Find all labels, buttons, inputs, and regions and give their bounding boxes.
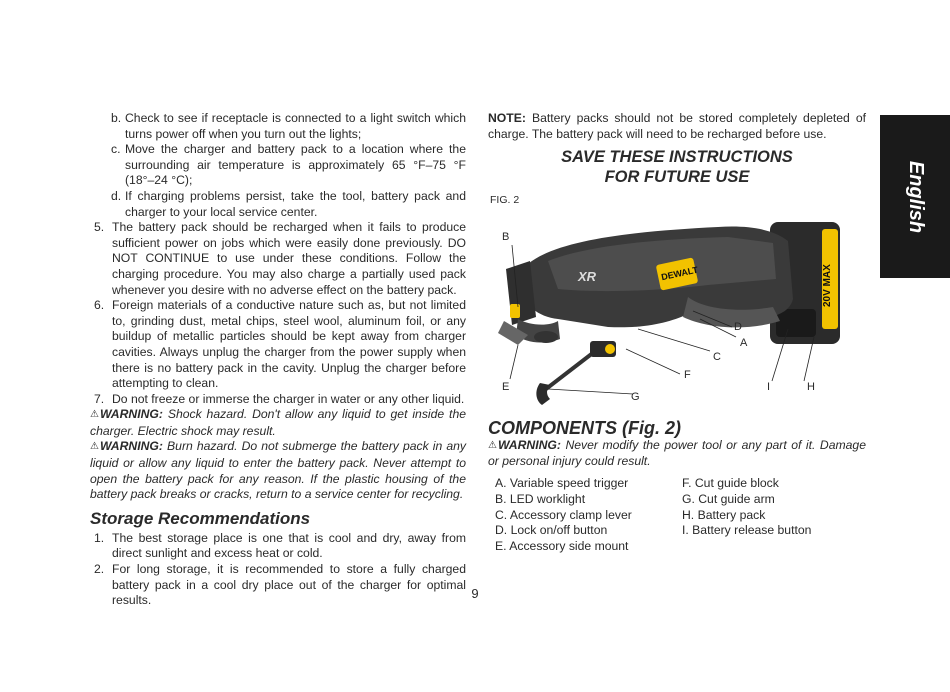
list-item: I. Battery release button: [682, 523, 812, 538]
language-tab: [880, 115, 950, 278]
item-label: 6.: [94, 298, 105, 313]
warning-label: WARNING:: [99, 407, 163, 422]
burn-warning: [90, 439, 466, 502]
warning-label: WARNING:: [497, 437, 561, 452]
list-item: B. LED worklight: [495, 491, 586, 506]
callout-f: F: [684, 368, 691, 381]
warning-text: Shock hazard. Don't allow any liquid to get inside the charger. Electric shock may result.: [90, 407, 466, 438]
note-paragraph: [488, 111, 866, 142]
item-text: Foreign materials of a conductive nature such as, but not limited to, grinding dust, metal chips, steel wool, aluminum foil, or any buildup of metallic particles should be kept away from charger cavities. Always unplug the charger from the power supply when there is no battery pack in the cavity. Unplug the charger before attempting to clean.: [112, 298, 466, 391]
list-item: A. Variable speed trigger: [495, 475, 629, 490]
list-item: D. Lock on/off button: [495, 523, 608, 538]
item-text: For long storage, it is recommended to store a fully charged battery pack in a cool dry place out of the charger for optimal results.: [112, 562, 466, 608]
save-instructions-heading: [488, 147, 866, 187]
item-label: 5.: [94, 220, 105, 235]
note-text: Battery packs should not be stored completely depleted of charge. The battery pack will need to be recharged before use.: [488, 111, 866, 141]
callout-d: D: [734, 320, 742, 333]
list-item: G. Cut guide arm: [682, 491, 775, 506]
list-item: H. Battery pack: [682, 507, 766, 522]
list-item: [90, 142, 466, 189]
cut-guide-illustration: [536, 341, 616, 405]
list-item: F. Cut guide block: [682, 475, 779, 490]
item-text: Move the charger and battery pack to a location where the surrounding air temperature is approximately 65 °F–75 °F (18°–24 °C);: [125, 142, 466, 188]
list-item: [90, 111, 466, 142]
list-item: [90, 531, 466, 562]
right-column: [488, 111, 866, 555]
item-text: Check to see if receptacle is connected to a light switch which turns power off when you turn out the lights;: [125, 111, 466, 141]
item-label: 7.: [94, 391, 105, 406]
language-tab-label: English: [904, 160, 927, 233]
callout-e: E: [502, 380, 510, 393]
callout-a: A: [740, 336, 748, 349]
storage-heading: Storage Recommendations: [90, 508, 311, 528]
item-label: 2.: [94, 562, 105, 577]
item-text: The battery pack should be recharged when it fails to produce sufficient power on jobs which were easily done previously. DO NOT CONTINUE to use under these conditions. Follow the charging procedure. You may also charge a partially used pack whenever you desire with no adverse effect on the battery pack.: [112, 220, 466, 297]
page-number: 9: [471, 586, 479, 601]
warning-label: WARNING:: [99, 439, 163, 454]
list-item: [90, 298, 466, 392]
save-line-1: SAVE THESE INSTRUCTIONS: [561, 148, 793, 167]
item-text: Do not freeze or immerse the charger in water or any other liquid.: [112, 391, 465, 406]
warning-triangle-icon: ⚠: [488, 439, 497, 451]
list-item: [90, 392, 466, 408]
callout-h: H: [807, 380, 815, 393]
note-label: NOTE:: [488, 111, 526, 125]
tool-figure: [488, 209, 866, 419]
shock-warning: [90, 407, 466, 439]
item-label: d.: [111, 188, 122, 203]
warning-text: Burn hazard. Do not submerge the battery pack in any liquid or allow any liquid to enter the battery pack. Never attempt to open the battery pack for any reason. If the plastic housing of the battery pack breaks or cracks, return to a service center for recycling.: [90, 439, 466, 502]
battery-text: 20V MAX: [822, 263, 833, 307]
item-label: 1.: [94, 530, 105, 545]
tool-body-illustration: [498, 226, 793, 344]
components-column-2: [678, 476, 858, 555]
components-heading: COMPONENTS (Fig. 2): [488, 417, 681, 438]
item-label: c.: [111, 142, 121, 157]
item-text: The best storage place is one that is cool and dry, away from direct sunlight and excess heat or cold.: [112, 530, 466, 561]
components-warning: [488, 438, 866, 470]
callout-i: I: [767, 380, 771, 393]
list-item: [90, 220, 466, 298]
warning-triangle-icon: ⚠: [90, 409, 99, 421]
list-item: C. Accessory clamp lever: [495, 507, 632, 522]
list-item: [90, 189, 466, 220]
model-badge: XR: [578, 268, 597, 284]
warning-text: Never modify the power tool or any part of it. Damage or personal injury could result.: [488, 437, 866, 469]
list-item: E. Accessory side mount: [495, 539, 629, 554]
callout-c: C: [713, 350, 721, 363]
item-label: b.: [111, 111, 122, 125]
callout-g: G: [631, 390, 640, 403]
components-column-1: [488, 476, 678, 555]
figure-label: FIG. 2: [490, 194, 520, 207]
warning-triangle-icon: ⚠: [90, 441, 99, 453]
brand-logo: DEWALT: [660, 264, 699, 282]
callout-b: B: [502, 230, 510, 243]
save-line-2: FOR FUTURE USE: [604, 168, 750, 187]
left-column: [90, 111, 466, 609]
components-list: [488, 476, 866, 555]
item-text: If charging problems persist, take the tool, battery pack and charger to your local service center.: [125, 188, 466, 219]
